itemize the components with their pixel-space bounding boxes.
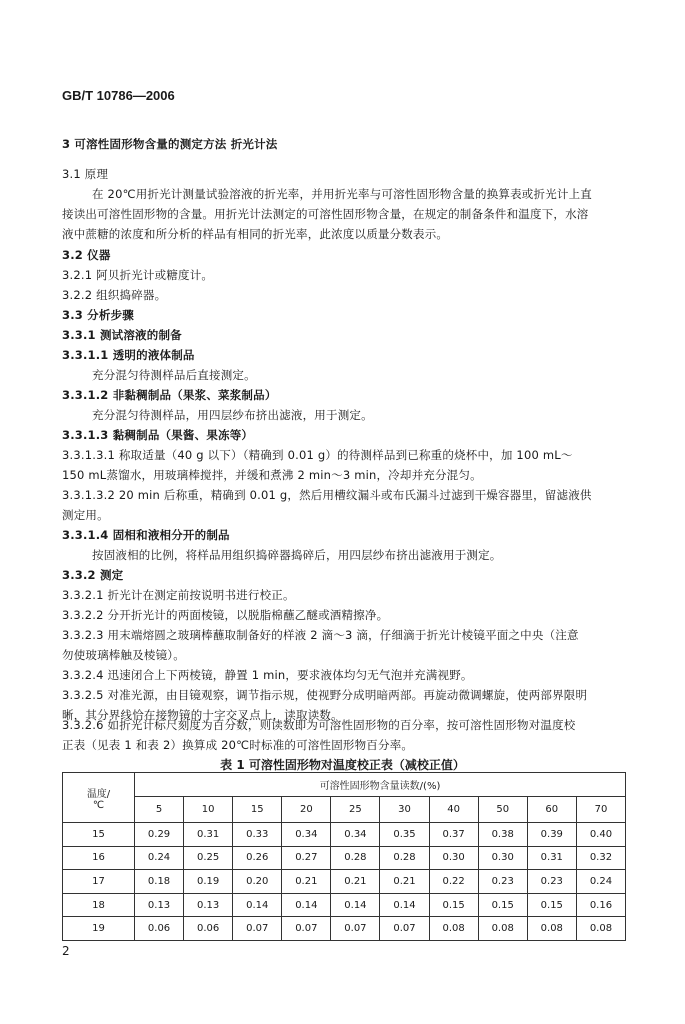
- text-line: 在 20℃用折光计测量试验溶液的折光率，并用折光率与可溶性固形物含量的换算表或折光计上直: [92, 187, 592, 201]
- group-header: 可溶性固形物含量读数/(%): [135, 773, 626, 797]
- text-line: 3.3 分析步骤: [62, 308, 134, 322]
- table-cell: 0.08: [429, 917, 478, 941]
- column-header: 70: [576, 797, 625, 823]
- table-cell: 0.27: [282, 846, 331, 870]
- table-cell: 0.26: [233, 846, 282, 870]
- table-row: [63, 917, 626, 941]
- table-cell: 0.14: [331, 893, 380, 917]
- text-line: 勿使玻璃棒触及棱镜）。: [62, 648, 185, 662]
- table-cell: 0.25: [184, 846, 233, 870]
- text-line: 3.2 仪器: [62, 248, 111, 262]
- table-cell: 0.30: [478, 846, 527, 870]
- table-cell: 0.24: [576, 870, 625, 894]
- text-line: 按固液相的比例，将样品用组织捣碎器捣碎后，用四层纱布挤出滤液用于测定。: [92, 548, 502, 562]
- text-line: 3 可溶性固形物含量的测定方法 折光计法: [62, 137, 278, 151]
- table-cell: 0.24: [135, 846, 184, 870]
- table-row: [63, 846, 626, 870]
- table-cell: 0.21: [331, 870, 380, 894]
- table-cell: 0.15: [527, 893, 576, 917]
- column-header: 60: [527, 797, 576, 823]
- table-cell: 0.34: [282, 823, 331, 847]
- column-header: 25: [331, 797, 380, 823]
- table-row: [63, 893, 626, 917]
- text-line: 3.3.1 测试溶液的制备: [62, 328, 182, 342]
- table-cell: 0.07: [380, 917, 429, 941]
- column-header: 15: [233, 797, 282, 823]
- text-line: 液中蔗糖的浓度和所分析的样品有相同的折光率，此浓度以质量分数表示。: [62, 227, 449, 241]
- text-line: 接读出可溶性固形物的含量。用折光计法测定的可溶性固形物含量，在规定的制备条件和温度下，水溶: [62, 207, 589, 221]
- table-row: [63, 870, 626, 894]
- table-cell: 0.08: [478, 917, 527, 941]
- row-temperature: 18: [63, 893, 135, 917]
- table-cell: 0.31: [184, 823, 233, 847]
- text-line: 晰，其分界线恰在接物镜的十字交叉点上，读取读数。: [62, 708, 343, 722]
- text-line: 3.3.1.3.1 称取适量（40 g 以下）（精确到 0.01 g）的待测样品到已称重的烧杯中，加 100 mL～: [62, 448, 573, 462]
- table-cell: 0.13: [135, 893, 184, 917]
- table-cell: 0.31: [527, 846, 576, 870]
- table-cell: 0.23: [478, 870, 527, 894]
- table-cell: 0.37: [429, 823, 478, 847]
- table-cell: 0.08: [576, 917, 625, 941]
- table-cell: 0.07: [331, 917, 380, 941]
- table-cell: 0.14: [233, 893, 282, 917]
- text-line: 3.3.2.1 折光计在测定前按说明书进行校正。: [62, 588, 295, 602]
- table-cell: 0.07: [233, 917, 282, 941]
- table-cell: 0.33: [233, 823, 282, 847]
- temperature-correction-table: [62, 772, 626, 941]
- table-cell: 0.21: [380, 870, 429, 894]
- table-cell: 0.18: [135, 870, 184, 894]
- table-cell: 0.32: [576, 846, 625, 870]
- column-header: 50: [478, 797, 527, 823]
- text-line: 3.1 原理: [62, 167, 109, 181]
- table-cell: 0.34: [331, 823, 380, 847]
- table-caption: 表 1 可溶性固形物对温度校正表（减校正值）: [220, 758, 465, 772]
- row-temperature: 17: [63, 870, 135, 894]
- table-header-row: [63, 773, 626, 797]
- text-line: 3.3.1.3.2 20 min 后称重，精确到 0.01 g，然后用槽纹漏斗或布氏漏斗过滤到干燥容器里，留滤液供: [62, 488, 592, 502]
- text-line: 3.2.1 阿贝折光计或糖度计。: [62, 268, 214, 282]
- table-row: [63, 823, 626, 847]
- table-cell: 0.19: [184, 870, 233, 894]
- text-line: 3.3.2.4 迅速闭合上下两棱镜，静置 1 min，要求液体均匀无气泡并充满视野。: [62, 668, 473, 682]
- text-line: 3.3.1.1 透明的液体制品: [62, 348, 195, 362]
- table-cell: 0.35: [380, 823, 429, 847]
- table-cell: 0.15: [429, 893, 478, 917]
- standard-number: GB/T 10786—2006: [62, 88, 175, 103]
- text-line: 测定用。: [62, 508, 109, 522]
- table-cell: 0.14: [380, 893, 429, 917]
- table-cell: 0.06: [135, 917, 184, 941]
- corner-header: [63, 773, 135, 823]
- text-line: 3.3.2.3 用末端熔圆之玻璃棒蘸取制备好的样液 2 滴～3 滴，仔细滴于折光计棱镜平面之中央（注意: [62, 628, 579, 642]
- text-line: 3.3.2 测定: [62, 568, 124, 582]
- table-cell: 0.16: [576, 893, 625, 917]
- table-cell: 0.28: [331, 846, 380, 870]
- table-cell: 0.38: [478, 823, 527, 847]
- table-cell: 0.06: [184, 917, 233, 941]
- row-temperature: 19: [63, 917, 135, 941]
- table-cell: 0.14: [282, 893, 331, 917]
- page-number: 2: [62, 944, 70, 958]
- table-cell: 0.07: [282, 917, 331, 941]
- table-cell: 0.39: [527, 823, 576, 847]
- corner-unit: ℃: [92, 799, 105, 811]
- column-header: 10: [184, 797, 233, 823]
- table-cell: 0.23: [527, 870, 576, 894]
- column-header: 40: [429, 797, 478, 823]
- text-line: 充分混匀待测样品后直接测定。: [92, 368, 256, 382]
- text-line: 充分混匀待测样品，用四层纱布挤出滤液，用于测定。: [92, 408, 373, 422]
- text-line: 3.3.2.2 分开折光计的两面棱镜，以脱脂棉蘸乙醚或酒精擦净。: [62, 608, 389, 622]
- column-header-row: [63, 797, 626, 823]
- row-temperature: 16: [63, 846, 135, 870]
- text-line: 正表（见表 1 和表 2）换算成 20℃时标准的可溶性固形物百分率。: [62, 738, 414, 752]
- row-temperature: 15: [63, 823, 135, 847]
- table-cell: 0.29: [135, 823, 184, 847]
- text-line: 3.3.2.6 如折光计标尺刻度为百分数，则读数即为可溶性固形物的百分率，按可溶性固形物对温度校: [62, 718, 576, 732]
- table-cell: 0.08: [527, 917, 576, 941]
- table-cell: 0.40: [576, 823, 625, 847]
- table-cell: 0.15: [478, 893, 527, 917]
- column-header: 5: [135, 797, 184, 823]
- text-line: 3.3.2.5 对准光源，由目镜观察，调节指示规，使视野分成明暗两部。再旋动微调螺旋，使两部界限明: [62, 688, 588, 702]
- text-line: 3.2.2 组织捣碎器。: [62, 288, 167, 302]
- table-cell: 0.21: [282, 870, 331, 894]
- column-header: 30: [380, 797, 429, 823]
- table-cell: 0.22: [429, 870, 478, 894]
- text-line: 3.3.1.3 黏稠制品（果酱、果冻等）: [62, 428, 254, 442]
- column-header: 20: [282, 797, 331, 823]
- text-line: 3.3.1.2 非黏稠制品（果浆、菜浆制品）: [62, 388, 277, 402]
- table-cell: 0.13: [184, 893, 233, 917]
- table-cell: 0.20: [233, 870, 282, 894]
- corner-label: 温度/: [86, 788, 111, 800]
- table-cell: 0.28: [380, 846, 429, 870]
- text-line: 3.3.1.4 固相和液相分开的制品: [62, 528, 230, 542]
- table-cell: 0.30: [429, 846, 478, 870]
- text-line: 150 mL蒸馏水，用玻璃棒搅拌，并缓和煮沸 2 min～3 min，冷却并充分混匀。: [62, 468, 482, 482]
